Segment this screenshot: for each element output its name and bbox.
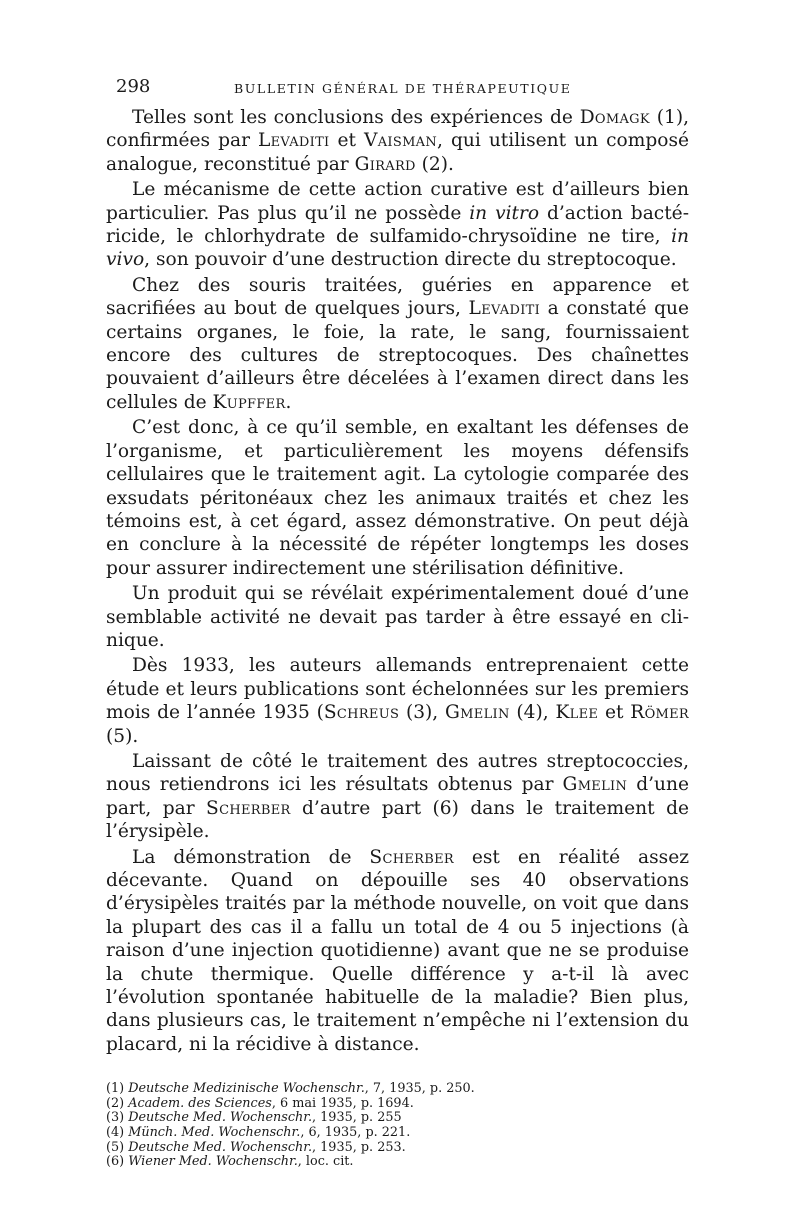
author-name: Gmelin <box>562 774 628 796</box>
author-name: Vaisman <box>364 130 438 152</box>
footnote: (2) Academ. des Sciences, 6 mai 1935, p. 1694. <box>106 1095 414 1111</box>
footnote: (1) Deutsche Medizinische Wochenschr., 7, 1935, p. 250. <box>106 1081 475 1097</box>
paragraph: Dès 1933, les auteurs allemands entreprenaient cette étude et leurs publications sont échelonnées sur les premiers mois de l’année 1935 (Schreus (3), Gmelin (4), Klee et Römer (5). <box>106 655 690 747</box>
paragraph: Le mécanisme de cette action curative est d’ailleurs bien particulier. Pas plus qu’il ne possède in vitro d’action bactéricide, le chlorhydrate de sulfamido-chrysoïdine ne tire, in vivo, son pouvoir d’une destruction directe du streptocoque. <box>106 179 689 271</box>
footnote: (6) Wiener Med. Wochenschr., loc. cit. <box>106 1154 354 1170</box>
author-name: Klee <box>555 702 599 724</box>
author-name: Girard <box>354 153 416 175</box>
paragraph: Un produit qui se révélait expérimentalement doué d’une semblable activité ne devait pas tarder à être essayé en clinique. <box>106 583 689 651</box>
paragraph: Laissant de côté le traitement des autres streptococcies, nous retiendrons ici les résultats obtenus par Gmelin d’une part, par Scherber d’autre part (6) dans le traitement de l’érysipèle. <box>106 750 689 843</box>
paragraph: Telles sont les conclusions des expériences de Domagk (1), confirmées par Levaditi et Vaisman, qui utilisent un composé analogue, reconstitué par Girard (2). <box>106 107 689 175</box>
author-name: Scherber <box>206 797 291 819</box>
author-name: Domagk <box>579 107 650 128</box>
footnotes <box>106 1082 689 1170</box>
paragraph: La démonstration de Scherber est en réalité assez décevante. Quand on dépouille ses 40 observations d’érysipèles traités par la méthode nouvelle, on voit que dans la plupart des cas il a fallu un total de 4 ou 5 injections (à raison d’une injection quotidienne) avant que ne se produise la chute thermique. Quelle différence y a-t-il là avec l’évolution spontanée habituelle de la maladie? Bien plus, dans plusieurs cas, le traitement n’empêche ni l’extension du placard, ni la récidive à distance. <box>106 846 689 1055</box>
author-name: Levaditi <box>257 130 330 152</box>
footnote: (3) Deutsche Med. Wochenschr., 1935, p. 255 <box>106 1110 402 1126</box>
body-text <box>106 106 689 1056</box>
author-name: Scherber <box>369 846 454 868</box>
author-name: Gmelin <box>445 702 510 724</box>
author-name: Levaditi <box>468 298 541 320</box>
footnote: (5) Deutsche Med. Wochenschr., 1935, p. 253. <box>106 1139 406 1155</box>
emphasis: in vivo <box>106 226 689 271</box>
page-header <box>106 72 689 106</box>
footnote: (4) Münch. Med. Wochenschr., 6, 1935, p. 221. <box>106 1125 411 1141</box>
author-name: Römer <box>630 702 690 724</box>
document-page <box>106 72 689 1170</box>
author-name: Schreus <box>323 702 400 724</box>
emphasis: in vitro <box>469 202 540 224</box>
paragraph: Chez des souris traitées, guéries en apparence et sacrifiées au bout de quelques jours, Levaditi a constaté que certains organes, le foie, la rate, le sang, fournissaient encore des cultures de streptocoques. Des chaînettes pouvaient d’ailleurs être décelées à l’examen direct dans les cellules de Kupffer. <box>106 274 690 413</box>
page-number: 298 <box>116 76 151 97</box>
paragraph: C’est donc, à ce qu’il semble, en exaltant les défenses de l’organisme, et particulièrement les moyens défensifs cellulaires que le traitement agit. La cytologie comparée des exsudats péritonéaux chez les animaux traités et chez les témoins est, à cet égard, assez démonstrative. On peut déjà en conclure à la nécessité de répéter longtemps les doses pour assurer indirectement une stérilisation définitive. <box>106 417 689 579</box>
author-name: Kupffer <box>212 391 286 413</box>
running-head: BULLETIN GÉNÉRAL DE THÉRAPEUTIQUE <box>234 81 572 96</box>
